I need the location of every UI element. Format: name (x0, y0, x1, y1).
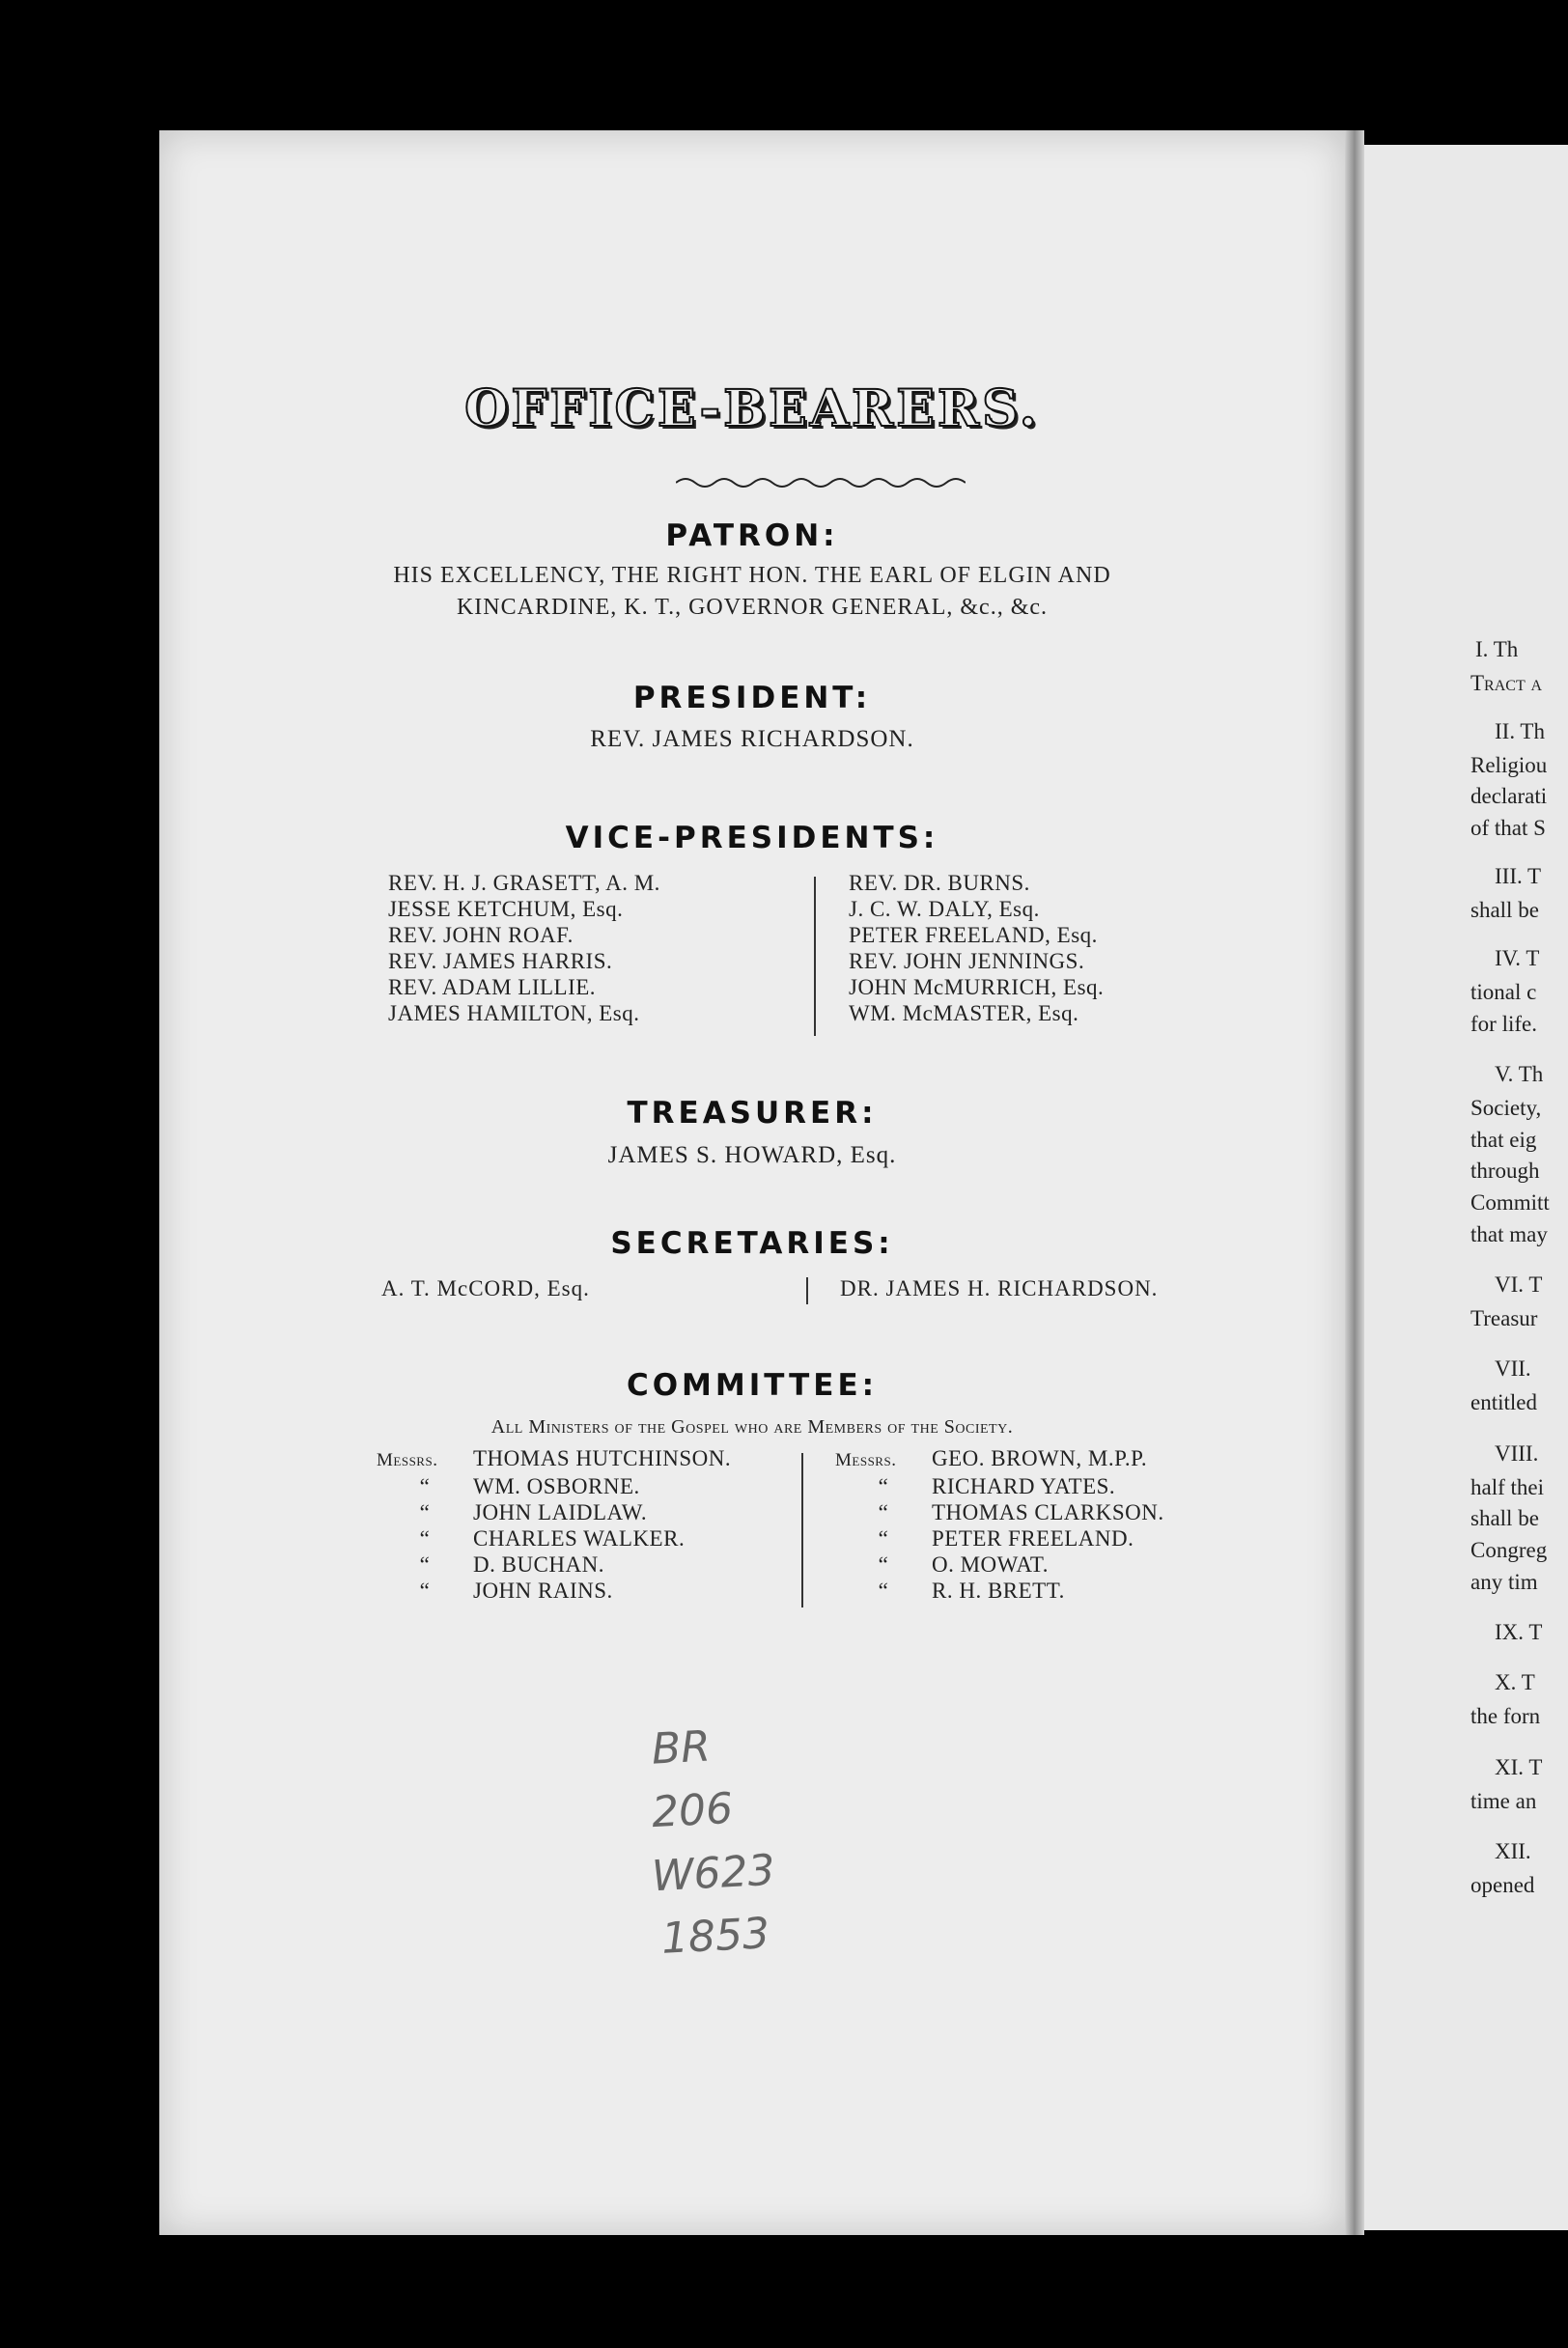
vice-presidents-right-list (849, 870, 1104, 1026)
right-page-line: Congreg (1470, 1538, 1548, 1562)
committee-heading: COMMITTEE: (626, 1368, 879, 1403)
treasurer-name: JAMES S. HOWARD, Esq. (607, 1142, 897, 1168)
committee-left-list (377, 1445, 731, 1604)
list-item: REV. H. J. GRASETT, A. M. (388, 871, 660, 895)
list-item: PETER FREELAND. (932, 1526, 1134, 1551)
secretary-right: DR. JAMES H. RICHARDSON. (840, 1276, 1159, 1300)
right-page-line: tional c (1470, 980, 1537, 1004)
list-item: REV. DR. BURNS. (849, 871, 1030, 895)
column-divider (814, 877, 816, 1036)
column-divider (801, 1453, 803, 1607)
list-item: THOMAS HUTCHINSON. (473, 1446, 732, 1470)
ditto-mark: “ (419, 1526, 431, 1551)
list-item: REV. ADAM LILLIE. (388, 975, 597, 999)
right-page-line: for life. (1470, 1012, 1537, 1036)
right-page-line: II. Th (1495, 719, 1545, 743)
patron-heading: PATRON: (665, 518, 839, 553)
list-item: CHARLES WALKER. (473, 1526, 686, 1551)
right-page-line: Committ (1470, 1190, 1550, 1215)
right-page-line: the forn (1470, 1704, 1541, 1728)
right-page-line: Treasur (1470, 1306, 1538, 1330)
right-page-line: that eig (1470, 1128, 1537, 1152)
list-item: D. BUCHAN. (473, 1552, 604, 1577)
right-page-line: that may (1470, 1222, 1548, 1246)
vice-presidents-heading: VICE-PRESIDENTS: (565, 821, 939, 855)
page-title: OFFICE-BEARERS. (464, 379, 1040, 438)
list-item: R. H. BRETT. (932, 1579, 1065, 1603)
secretary-left: A. T. McCORD, Esq. (381, 1276, 590, 1300)
ditto-mark: “ (878, 1552, 889, 1577)
wavy-rule (676, 473, 966, 492)
right-page-line: V. Th (1495, 1062, 1544, 1086)
ditto-mark: “ (419, 1500, 431, 1524)
right-page-line: entitled (1470, 1390, 1537, 1414)
list-item: JOHN LAIDLAW. (473, 1500, 648, 1524)
list-item: THOMAS CLARKSON. (932, 1500, 1164, 1524)
right-page-line: IV. T (1495, 946, 1540, 970)
right-page-line: through (1470, 1159, 1540, 1183)
ditto-mark: “ (419, 1552, 431, 1577)
right-page-line: IX. T (1495, 1620, 1543, 1644)
patron-line-1: HIS EXCELLENCY, THE RIGHT HON. THE EARL OF ELGIN AND (393, 563, 1111, 588)
list-item: O. MOWAT. (932, 1552, 1049, 1577)
ditto-mark: “ (878, 1526, 889, 1551)
patron-line-2: KINCARDINE, K. T., GOVERNOR GENERAL, &c., &c. (456, 595, 1049, 620)
list-item: JESSE KETCHUM, Esq. (388, 897, 624, 921)
list-item: WM. OSBORNE. (473, 1474, 640, 1498)
ditto-mark: “ (419, 1474, 431, 1498)
right-page-line: time an (1470, 1789, 1537, 1813)
right-page-line: opened (1470, 1873, 1535, 1897)
right-page-line: shall be (1470, 1506, 1539, 1530)
right-page-line: X. T (1495, 1670, 1535, 1694)
president-heading: PRESIDENT: (632, 681, 872, 715)
list-item: RICHARD YATES. (932, 1474, 1116, 1498)
right-page-line: Society, (1470, 1096, 1542, 1120)
page-gutter (1345, 130, 1364, 2235)
ditto-mark: “ (878, 1474, 889, 1498)
right-page-line: any tim (1470, 1570, 1538, 1594)
right-page-line: I. Th (1475, 637, 1519, 661)
column-divider (806, 1277, 808, 1304)
ditto-mark: “ (878, 1579, 889, 1603)
right-page-line: III. T (1495, 864, 1542, 888)
treasurer-heading: TREASURER: (627, 1096, 878, 1131)
secretaries-heading: SECRETARIES: (610, 1226, 894, 1261)
vice-presidents-left-list (388, 870, 660, 1026)
right-page-line: Religiou (1470, 753, 1548, 777)
list-item: REV. JOHN ROAF. (388, 923, 574, 947)
right-page-line: Tract a (1470, 671, 1543, 695)
list-item: JOHN McMURRICH, Esq. (849, 975, 1105, 999)
right-page-line: VI. T (1495, 1272, 1543, 1297)
handwritten-call-number-4: 1853 (659, 1909, 771, 1964)
list-item: REV. JAMES HARRIS. (388, 949, 613, 973)
list-item: J. C. W. DALY, Esq. (849, 897, 1040, 921)
list-item: JAMES HAMILTON, Esq. (388, 1001, 640, 1025)
right-page-line: half thei (1470, 1475, 1544, 1499)
handwritten-call-number-3: W623 (650, 1845, 776, 1902)
right-page-line: shall be (1470, 898, 1539, 922)
list-item: REV. JOHN JENNINGS. (849, 949, 1085, 973)
right-page-line: declarati (1470, 784, 1548, 808)
right-page-line: VII. (1495, 1356, 1531, 1381)
president-name: REV. JAMES RICHARDSON. (590, 726, 914, 752)
right-page-line: of that S (1470, 816, 1546, 840)
right-page-fragment (1364, 145, 1568, 2230)
committee-right-list (835, 1445, 1164, 1604)
list-item: JOHN RAINS. (473, 1579, 613, 1603)
ditto-mark: “ (878, 1500, 889, 1524)
list-item: PETER FREELAND, Esq. (849, 923, 1098, 947)
messrs-prefix: Messrs. (835, 1450, 897, 1470)
committee-note: All Ministers of the Gospel who are Members of the Society. (490, 1416, 1014, 1438)
handwritten-call-number-2: 206 (650, 1783, 735, 1838)
handwritten-call-number-1: BR (650, 1721, 713, 1775)
right-page-line: XII. (1495, 1839, 1531, 1863)
right-page-line: VIII. (1495, 1441, 1539, 1466)
left-page (159, 130, 1345, 2235)
messrs-prefix: Messrs. (377, 1450, 438, 1470)
list-item: WM. McMASTER, Esq. (849, 1001, 1079, 1025)
list-item: GEO. BROWN, M.P.P. (932, 1446, 1148, 1470)
ditto-mark: “ (419, 1579, 431, 1603)
right-page-line: XI. T (1495, 1755, 1543, 1779)
